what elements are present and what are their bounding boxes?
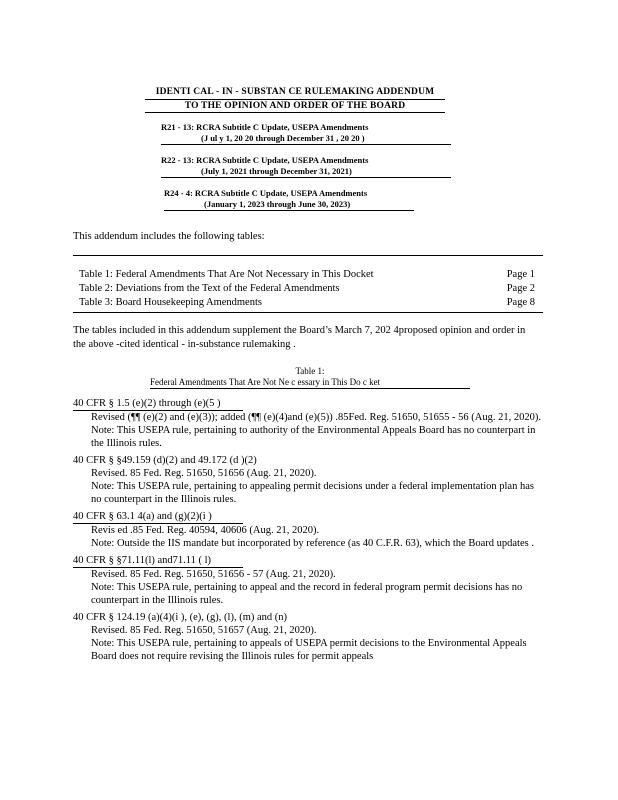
- revision-text: Revised (¶¶ (e)(2) and (e)(3)); added (¶¶ (e)(4)and (e)(5)) .85Fed. Reg. 51650, 51655 - 56 (Aug. 21, 2020).: [91, 412, 541, 423]
- header-title-line-2: TO THE OPINION AND ORDER OF THE BOARD: [145, 100, 445, 113]
- list-item: [73, 554, 543, 607]
- table-1-caption: Federal Amendments That Are Not Ne c essary in This Do c ket: [150, 377, 470, 389]
- supplement-paragraph: The tables included in this addendum supplement the Board’s March 7, 202 4proposed opinion and order in the above -cited identical - in-substance rulemaking .: [73, 325, 526, 350]
- toc-row: [73, 282, 543, 296]
- docket-id: R24 - 4: RCRA Subtitle C Update, USEPA Amendments: [164, 188, 368, 198]
- list-item: [73, 510, 543, 550]
- revision-text: Revis ed .85 Fed. Reg. 40594, 40606 (Aug. 21, 2020).: [91, 525, 320, 536]
- note-text: Note: This USEPA rule, pertaining to appeal and the record in federal program permit decisions has no counterpart in the Illinois rules.: [91, 582, 523, 606]
- toc-page: Page 1: [506, 269, 535, 280]
- docket-r21-13: [161, 122, 451, 145]
- list-item: [73, 611, 543, 663]
- revision-text: Revised. 85 Fed. Reg. 51650, 51656 (Aug. 21, 2020).: [91, 468, 317, 479]
- cfr-citation: 40 CFR § 1.5 (e)(2) through (e)(5 ): [73, 397, 243, 411]
- header-title-line-1: IDENTI CAL - IN - SUBSTAN CE RULEMAKING ADDENDUM: [145, 86, 445, 100]
- toc-page: Page 8: [506, 297, 535, 308]
- list-item: [73, 397, 543, 450]
- docket-r24-4: [164, 188, 414, 211]
- toc-label: Table 1: Federal Amendments That Are Not Necessary in This Docket: [79, 269, 374, 280]
- cfr-citation: 40 CFR § 63.1 4(a) and (g)(2)(i ): [73, 510, 243, 524]
- cfr-citation: 40 CFR § §49.159 (d)(2) and 49.172 (d )(2): [73, 455, 257, 466]
- docket-range: (J ul y 1, 20 20 through December 31 , 20 20 ): [161, 133, 451, 145]
- toc-label: Table 3: Board Housekeeping Amendments: [79, 297, 262, 308]
- docket-id: R22 - 13: RCRA Subtitle C Update, USEPA Amendments: [161, 155, 369, 165]
- note-text: Note: This USEPA rule, pertaining to appealing permit decisions under a federal implementation plan has no counterpart in the Illinois rules.: [91, 481, 534, 505]
- toc-page: Page 2: [506, 283, 535, 294]
- list-item: [73, 454, 543, 506]
- intro-text: This addendum includes the following tables:: [73, 231, 265, 242]
- docket-range: (January 1, 2023 through June 30, 2023): [164, 199, 414, 211]
- toc-row: [73, 296, 543, 310]
- docket-r22-13: [161, 155, 451, 178]
- note-text: Note: This USEPA rule, pertaining to appeals of USEPA permit decisions to the Environmental Appeals Board does not require revising the Illinois rules for permit appeals: [91, 638, 527, 662]
- docket-range: (July 1, 2021 through December 31, 2021): [161, 166, 451, 178]
- revision-text: Revised. 85 Fed. Reg. 51650, 51657 (Aug. 21, 2020).: [91, 625, 317, 636]
- table-1-entries: [73, 397, 543, 667]
- docket-id: R21 - 13: RCRA Subtitle C Update, USEPA Amendments: [161, 122, 369, 132]
- revision-text: Revised. 85 Fed. Reg. 51650, 51656 - 57 (Aug. 21, 2020).: [91, 569, 336, 580]
- cfr-citation: 40 CFR § 124.19 (a)(4)(i ), (e), (g), (l), (m) and (n): [73, 612, 288, 623]
- toc-label: Table 2: Deviations from the Text of the Federal Amendments: [79, 283, 340, 294]
- note-text: Note: Outside the IIS mandate but incorporated by reference (as 40 C.F.R. 63), which the Board updates .: [91, 538, 534, 549]
- note-text: Note: This USEPA rule, pertaining to authority of the Environmental Appeals Board has no counterpart in the Illinois rules.: [91, 425, 536, 449]
- toc-row: [73, 268, 543, 282]
- cfr-citation: 40 CFR § §71.11(l) and71.11 ( l): [73, 554, 243, 568]
- table-1-number: Table 1:: [295, 366, 325, 376]
- table-1-heading: [150, 366, 470, 389]
- addendum-header: [145, 86, 445, 113]
- table-of-tables: [73, 255, 543, 313]
